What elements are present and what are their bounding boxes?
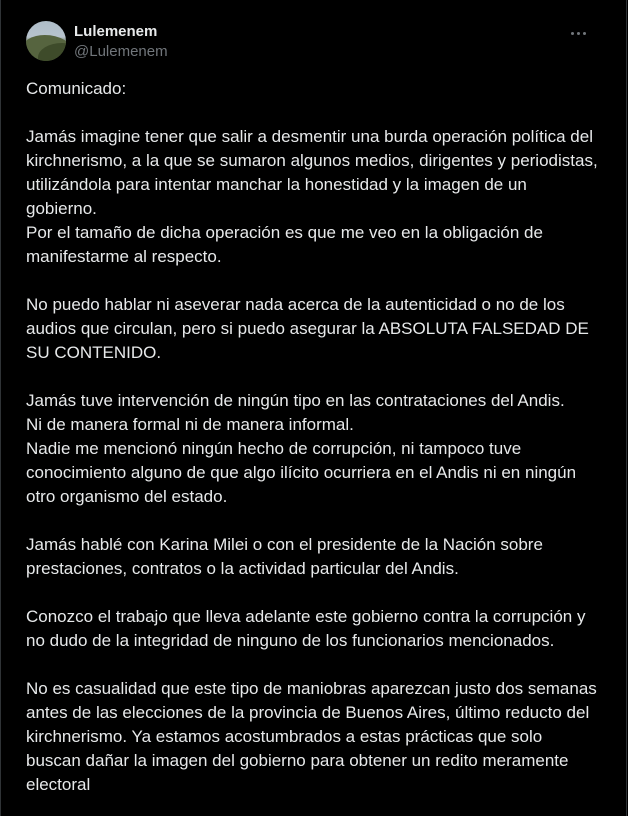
tweet-paragraph: Comunicado: bbox=[26, 79, 127, 98]
tweet-paragraph: Jamás tuve intervención de ningún tipo en las contrataciones del Andis. Ni de manera formal ni de manera informal. Nadie me mencionó ningún hecho de corrupción, ni tampoco tuve conocimiento alguno de que algo ilícito ocurriera en el Andis ni en ningún otro organismo del estado. bbox=[26, 391, 577, 506]
tweet-paragraph: No puedo hablar ni aseverar nada acerca de la autenticidad o no de los audios que circulan, pero si puedo asegurar la ABSOLUTA FALSEDAD DE SU CONTENIDO. bbox=[26, 295, 594, 362]
more-options-icon[interactable] bbox=[571, 24, 589, 41]
author-handle[interactable]: @Lulemenem bbox=[74, 43, 168, 60]
tweet-paragraph: No es casualidad que este tipo de maniobras aparezcan justo dos semanas antes de las elecciones de la provincia de Buenos Aires, último reducto del kirchnerismo. Ya estamos acostumbrados a estas prácticas que solo buscan dañar la imagen del gobierno para obtener un redito meramente electoral bbox=[26, 679, 602, 794]
tweet-header bbox=[26, 21, 626, 65]
tweet-paragraph: Jamás imagine tener que salir a desmentir una burda operación política del kirchnerismo, a la que se sumaron algunos medios, dirigentes y periodistas, utilizándola para intentar manchar la honestidad y la imagen de un gobierno. Por el tamaño de dicha operación es que me veo en la obligación de manifestarme al respecto. bbox=[26, 127, 598, 266]
author-names bbox=[74, 22, 168, 62]
landscape-avatar-icon[interactable] bbox=[26, 21, 66, 61]
tweet-paragraph: Conozco el trabajo que lleva adelante este gobierno contra la corrupción y no dudo de la integridad de ninguno de los funcionarios mencionados. bbox=[26, 607, 591, 650]
author-display-name[interactable]: Lulemenem bbox=[74, 23, 158, 40]
tweet-text bbox=[26, 77, 601, 797]
tweet-paragraph: Jamás hablé con Karina Milei o con el presidente de la Nación sobre prestaciones, contratos o la actividad particular del Andis. bbox=[26, 535, 548, 578]
